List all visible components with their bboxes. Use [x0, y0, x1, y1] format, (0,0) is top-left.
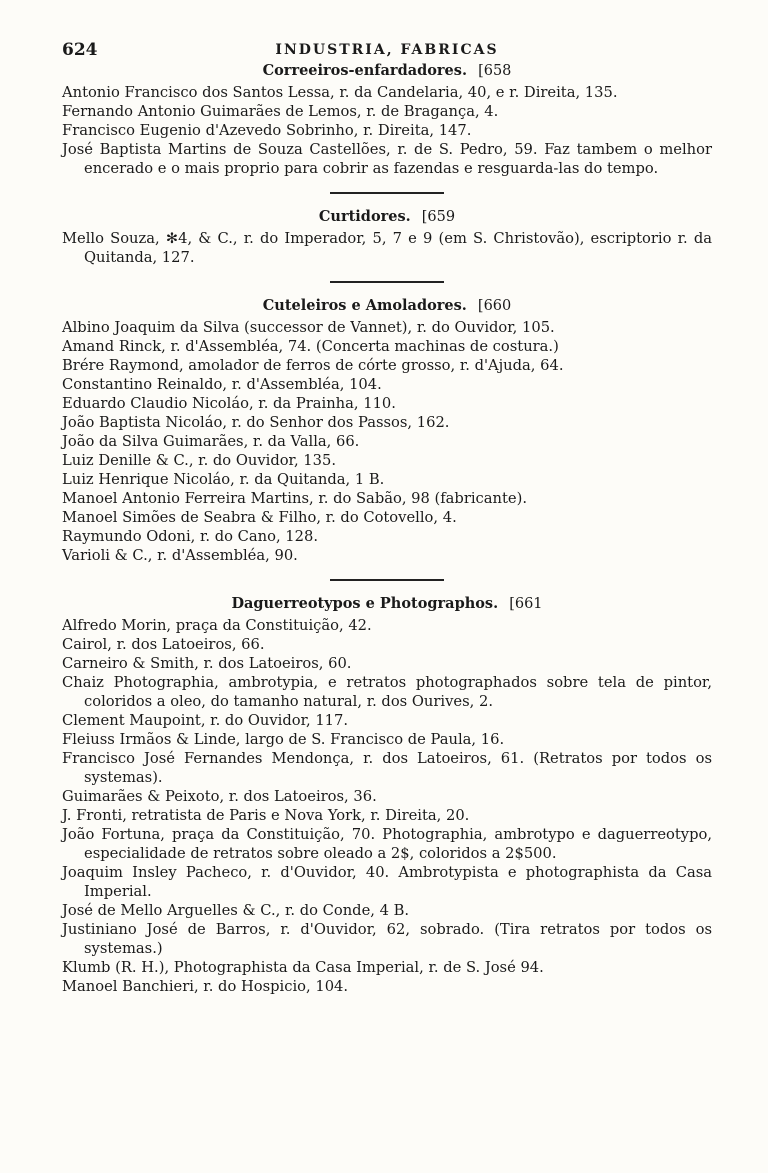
list-item: Manoel Antonio Ferreira Martins, r. do Sabão, 98 (fabricante). — [62, 490, 527, 507]
section-title: Curtidores. — [318, 208, 411, 225]
list-item: Justiniano José de Barros, r. d'Ouvidor, 62, sobrado. (Tira retratos por todos os systemas.) — [62, 921, 712, 957]
list-item: Fleiuss Irmãos & Linde, largo de S. Francisco de Paula, 16. — [62, 731, 505, 748]
list-item: José de Mello Arguelles & C., r. do Conde, 4 B. — [62, 902, 410, 919]
list-item: Clement Maupoint, r. do Ouvidor, 117. — [62, 712, 349, 729]
section-cuteleiros — [62, 297, 712, 565]
list-item: João da Silva Guimarães, r. da Valla, 66. — [62, 433, 360, 450]
list-item: Luiz Denille & C., r. do Ouvidor, 135. — [62, 452, 337, 469]
divider — [330, 192, 444, 194]
list-item: Joaquim Insley Pacheco, r. d'Ouvidor, 40. Ambrotypista e photographista da Casa Imperial. — [62, 864, 712, 900]
list-item: Eduardo Claudio Nicoláo, r. da Prainha, 110. — [62, 395, 396, 412]
list-item: Francisco Eugenio d'Azevedo Sobrinho, r. Direita, 147. — [62, 122, 472, 139]
section-heading — [62, 208, 712, 225]
page — [62, 40, 712, 996]
list-item: Luiz Henrique Nicoláo, r. da Quitanda, 1 B. — [62, 471, 385, 488]
list-item: Albino Joaquim da Silva (successor de Vannet), r. do Ouvidor, 105. — [62, 319, 555, 336]
list-item: Manoel Simões de Seabra & Filho, r. do Cotovello, 4. — [62, 509, 457, 526]
list-item: J. Fronti, retratista de Paris e Nova York, r. Direita, 20. — [62, 807, 470, 824]
list-item: Francisco José Fernandes Mendonça, r. dos Latoeiros, 61. (Retratos por todos os systemas). — [62, 750, 712, 786]
list-item: Mello Souza, ✻4, & C., r. do Imperador, 5, 7 e 9 (em S. Christovão), escriptorio r. da Quitanda, 127. — [62, 230, 712, 266]
section-title: Correeiros-enfardadores. — [262, 62, 467, 79]
section-number: [661 — [509, 596, 543, 612]
section-correeiros — [62, 62, 712, 178]
section-title: Cuteleiros e Amoladores. — [262, 297, 467, 314]
list-item: João Baptista Nicoláo, r. do Senhor dos Passos, 162. — [62, 414, 450, 431]
section-number: [660 — [477, 298, 512, 314]
section-number: [658 — [478, 63, 512, 79]
list-item: Fernando Antonio Guimarães de Lemos, r. de Bragança, 4. — [62, 103, 499, 120]
list-item: João Fortuna, praça da Constituição, 70. Photographia, ambrotypo e daguerreotypo, especialidade de retratos sobre oleado a 2$, coloridos a 2$500. — [62, 826, 712, 862]
list-item: Constantino Reinaldo, r. d'Assembléa, 104. — [62, 376, 382, 393]
section-heading — [62, 62, 712, 79]
list-item: Amand Rinck, r. d'Assembléa, 74. (Concerta machinas de costura.) — [62, 338, 559, 355]
list-item: Varioli & C., r. d'Assembléa, 90. — [62, 547, 298, 564]
list-item: Manoel Banchieri, r. do Hospicio, 104. — [62, 978, 349, 995]
section-heading — [62, 297, 712, 314]
section-daguerreotypos — [62, 595, 712, 996]
list-item: Raymundo Odoni, r. do Cano, 128. — [62, 528, 318, 545]
list-item: Cairol, r. dos Latoeiros, 66. — [62, 636, 265, 653]
page-number: 624 — [62, 40, 98, 60]
section-heading — [62, 595, 712, 612]
list-item: Carneiro & Smith, r. dos Latoeiros, 60. — [62, 655, 352, 672]
section-curtidores — [62, 208, 712, 267]
section-number: [659 — [421, 209, 456, 225]
divider — [330, 579, 444, 581]
list-item: Brére Raymond, amolador de ferros de córte grosso, r. d'Ajuda, 64. — [62, 357, 564, 374]
list-item: José Baptista Martins de Souza Castellões, r. de S. Pedro, 59. Faz tambem o melhor encerado e o mais proprio para cobrir as fazendas e resguarda-las do tempo. — [62, 141, 712, 177]
running-head — [62, 40, 712, 62]
list-item: Alfredo Morin, praça da Constituição, 42. — [62, 617, 372, 634]
divider — [330, 281, 444, 283]
list-item: Antonio Francisco dos Santos Lessa, r. da Candelaria, 40, e r. Direita, 135. — [62, 84, 618, 101]
list-item: Chaiz Photographia, ambrotypia, e retratos photographados sobre tela de pintor, coloridos a oleo, do tamanho natural, r. dos Ourives, 2. — [62, 674, 712, 710]
running-title: INDUSTRIA, FABRICAS — [275, 42, 499, 58]
list-item: Klumb (R. H.), Photographista da Casa Imperial, r. de S. José 94. — [62, 959, 544, 976]
section-title: Daguerreotypos e Photographos. — [231, 595, 499, 612]
list-item: Guimarães & Peixoto, r. dos Latoeiros, 36. — [62, 788, 377, 805]
